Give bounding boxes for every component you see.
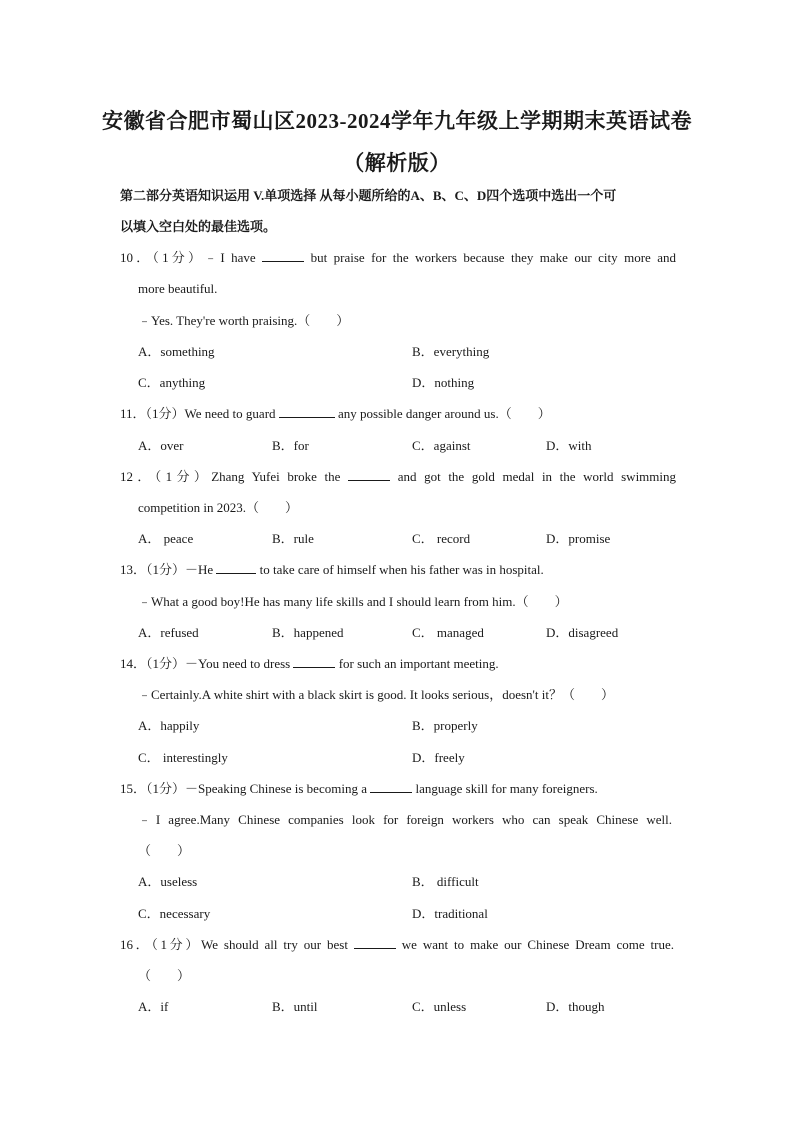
question-15-option-b[interactable]: B． difficult (412, 874, 479, 889)
question-13-prefix: 13．（1分）－He (120, 562, 214, 577)
question-10-option-c[interactable]: C．anything (138, 375, 206, 390)
page-subtitle: （解析版） (343, 151, 451, 175)
question-16-option-b[interactable]: B．until (272, 999, 318, 1014)
question-15-option-a[interactable]: A．useless (138, 874, 198, 889)
question-16-option-c[interactable]: C．unless (412, 999, 467, 1014)
question-15-prefix: 15．（1分）－Speaking Chinese is becoming a (120, 781, 367, 796)
question-10-blank (262, 249, 304, 262)
question-15-blank (370, 780, 412, 793)
question-10-stem (120, 249, 676, 267)
question-12-suffix: and got the gold medal in the world swimming (397, 469, 677, 484)
question-13-option-a[interactable]: A．refused (138, 625, 199, 640)
question-14-option-d[interactable]: D．freely (412, 750, 465, 765)
question-12-blank (348, 468, 390, 481)
question-15-paren: （ ） (138, 843, 191, 858)
question-11-suffix: any possible danger around us.（ ） (338, 406, 551, 421)
question-11-prefix: 11．（1分）We need to guard (120, 406, 276, 421)
question-14-option-c[interactable]: C． interestingly (138, 750, 228, 765)
question-11-option-c[interactable]: C．against (412, 438, 471, 453)
question-16-prefix: 16．（1分）We should all try our best (120, 937, 348, 952)
question-12-option-d[interactable]: D．promise (546, 531, 611, 546)
question-10-option-d[interactable]: D．nothing (412, 375, 475, 390)
question-16-paren: （ ） (138, 968, 191, 983)
section-instruction-line1: 第二部分英语知识运用 V.单项选择 从每小题所给的A、B、C、D四个选项中选出一个可 (120, 188, 617, 203)
question-11-blank (279, 405, 335, 418)
question-11-option-b[interactable]: B．for (272, 438, 309, 453)
question-12-option-a[interactable]: A． peace (138, 531, 194, 546)
question-13-blank (216, 561, 256, 574)
question-16-option-a[interactable]: A．if (138, 999, 169, 1014)
question-16-blank (354, 936, 396, 949)
question-10-reply: ﹣Yes. They're worth praising.（ ） (138, 313, 350, 328)
question-16-option-d[interactable]: D．though (546, 999, 605, 1014)
page-title: 安徽省合肥市蜀山区2023-2024学年九年级上学期期末英语试卷 (102, 109, 692, 133)
question-14-blank (293, 655, 335, 668)
question-15-option-c[interactable]: C．necessary (138, 906, 211, 921)
question-10-cont: more beautiful. (138, 281, 218, 296)
question-15-reply: ﹣I agree.Many Chinese companies look for foreign workers who can speak Chinese well. (138, 812, 672, 827)
question-11-stem (120, 405, 551, 423)
question-15-option-d[interactable]: D．traditional (412, 906, 488, 921)
question-10-suffix: but praise for the workers because they make our city more and (310, 250, 677, 265)
question-13-reply: ﹣What a good boy!He has many life skills and I should learn from him.（ ） (138, 594, 568, 609)
question-14-reply: ﹣Certainly.A white shirt with a black skirt is good. It looks serious，doesn't it？（ ） (138, 687, 614, 702)
question-12-option-c[interactable]: C． record (412, 531, 471, 546)
question-10-option-b[interactable]: B．everything (412, 344, 490, 359)
question-13-stem (120, 561, 544, 579)
question-11-option-a[interactable]: A．over (138, 438, 184, 453)
question-12-option-b[interactable]: B．rule (272, 531, 314, 546)
question-16-suffix: we want to make our Chinese Dream come true. (401, 937, 675, 952)
question-14-prefix: 14．（1分）－You need to dress (120, 656, 291, 671)
question-13-suffix: to take care of himself when his father was in hospital. (259, 562, 544, 577)
question-12-cont: competition in 2023.（ ） (138, 500, 298, 515)
question-16-stem (120, 936, 674, 954)
question-10-prefix: 10．（1分）﹣I have (120, 250, 256, 265)
question-14-option-a[interactable]: A．happily (138, 718, 200, 733)
question-15-suffix: language skill for many foreigners. (415, 781, 598, 796)
question-14-stem (120, 655, 499, 673)
question-15-stem (120, 780, 598, 798)
question-14-option-b[interactable]: B．properly (412, 718, 478, 733)
question-13-option-c[interactable]: C． managed (412, 625, 484, 640)
question-14-suffix: for such an important meeting. (338, 656, 499, 671)
question-12-stem (120, 468, 676, 486)
question-10-option-a[interactable]: A．something (138, 344, 215, 359)
question-12-prefix: 12．（1分）Zhang Yufei broke the (120, 469, 341, 484)
question-13-option-d[interactable]: D．disagreed (546, 625, 619, 640)
question-13-option-b[interactable]: B．happened (272, 625, 344, 640)
section-instruction-line2: 以填入空白处的最佳选项。 (120, 219, 277, 234)
question-11-option-d[interactable]: D．with (546, 438, 592, 453)
